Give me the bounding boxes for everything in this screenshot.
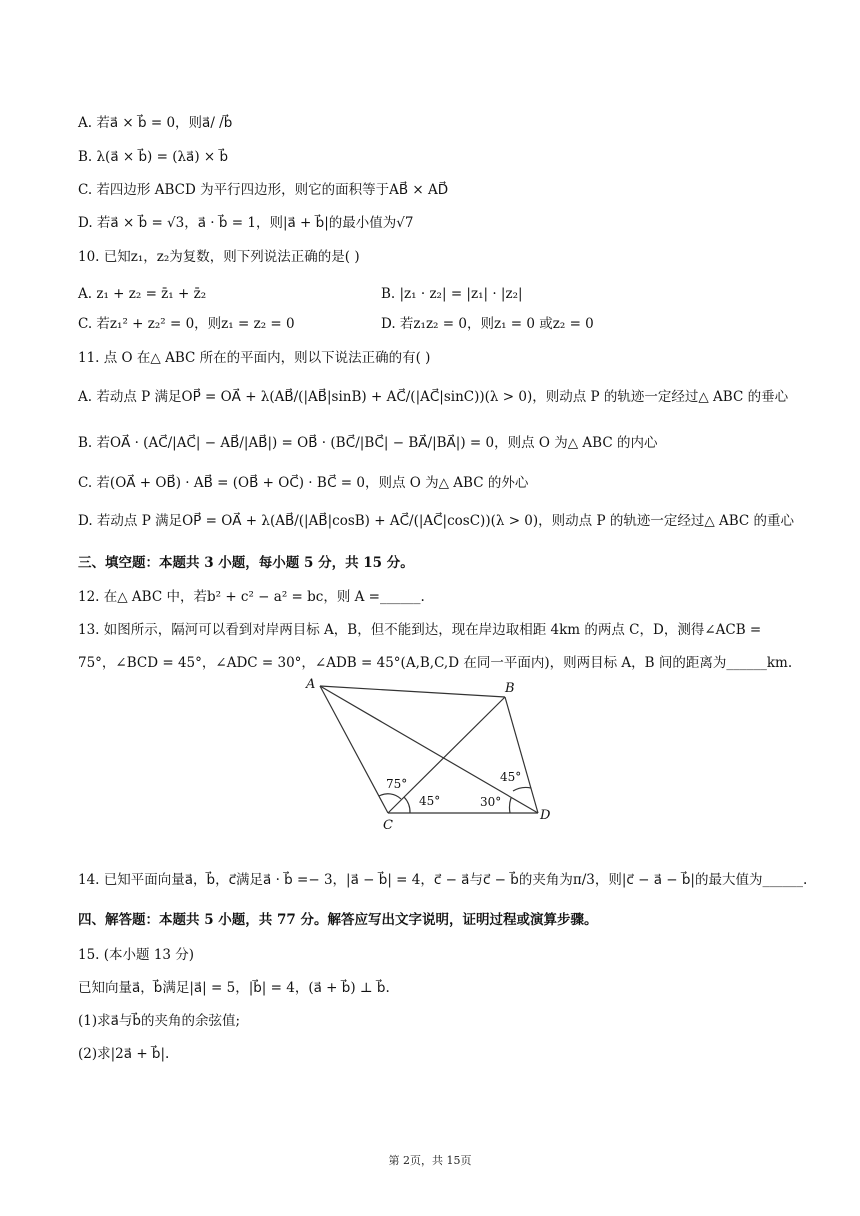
q10-option-a: A. z₁ + z₂ = z̄₁ + z̄₂	[78, 286, 207, 302]
q9-option-a: A. 若a⃗ × b⃗ = 0，则a⃗/ /b⃗	[78, 115, 233, 131]
q15-part-1: (1)求a⃗与b⃗的夹角的余弦值;	[78, 1013, 241, 1029]
q11-option-c: C. 若(OA⃗ + OB⃗) · AB⃗ = (OB⃗ + OC⃗) · BC⃗ = 0，则点 O 为△ ABC 的外心	[78, 475, 529, 491]
q15-header: 15. (本小题 13 分)	[78, 947, 195, 963]
angle-adb-label: 45°	[500, 770, 522, 784]
angle-acb-label: 75°	[386, 777, 408, 791]
q15-stem: 已知向量a⃗，b⃗满足|a⃗| = 5，|b⃗| = 4，(a⃗ + b⃗) ⊥ b⃗.	[78, 980, 390, 996]
q12: 12. 在△ ABC 中，若b² + c² − a² = bc，则 A =______.	[78, 589, 425, 605]
q11-option-d: D. 若动点 P 满足OP⃗ = OA⃗ + λ(AB⃗/(|AB⃗|cosB) + AC⃗/(|AC⃗|cosC))(λ > 0)，则动点 P 的轨迹一定经过△ ABC 的重心	[78, 513, 795, 529]
q10-option-c: C. 若z₁² + z₂² = 0，则z₁ = z₂ = 0	[78, 316, 295, 332]
angle-adc-label: 30°	[480, 795, 502, 809]
section-3-heading: 三、填空题：本题共 3 小题，每小题 5 分，共 15 分。	[78, 555, 414, 571]
q14: 14. 已知平面向量a⃗，b⃗，c⃗满足a⃗ · b⃗ =− 3，|a⃗ − b⃗| = 4，c⃗ − a⃗与c⃗ − b⃗的夹角为π/3，则|c⃗ − a⃗ − b⃗|的最大值为______.	[78, 872, 808, 888]
section-4-heading: 四、解答题：本题共 5 小题，共 77 分。解答应写出文字说明，证明过程或演算步骤。	[78, 912, 598, 928]
q11-option-b: B. 若OA⃗ · (AC⃗/|AC⃗| − AB⃗/|AB⃗|) = OB⃗ · (BC⃗/|BC⃗| − BA⃗/|BA⃗|) = 0，则点 O 为△ ABC 的内心	[78, 435, 658, 451]
q10-stem: 10. 已知z₁，z₂为复数，则下列说法正确的是( )	[78, 249, 360, 265]
point-c-label: C	[383, 818, 393, 832]
river-triangle-figure	[300, 672, 570, 832]
q10-option-b: B. |z₁ · z₂| = |z₁| · |z₂|	[381, 286, 523, 302]
point-a-label: A	[306, 677, 316, 692]
q10-option-d: D. 若z₁z₂ = 0，则z₁ = 0 或z₂ = 0	[381, 316, 594, 332]
q13-line-1: 13. 如图所示，隔河可以看到对岸两目标 A，B，但不能到达，现在岸边取相距 4km 的两点 C，D，测得∠ACB =	[78, 622, 762, 638]
point-b-label: B	[505, 681, 515, 696]
q11-stem: 11. 点 O 在△ ABC 所在的平面内，则以下说法正确的有( )	[78, 350, 431, 366]
point-d-label: D	[540, 808, 551, 823]
page-footer: 第 2页，共 15页	[388, 1154, 472, 1167]
q9-option-c: C. 若四边形 ABCD 为平行四边形，则它的面积等于AB⃗ × AD⃗	[78, 182, 449, 198]
q9-option-b: B. λ(a⃗ × b⃗) = (λa⃗) × b⃗	[78, 149, 229, 165]
angle-bcd-label: 45°	[419, 794, 441, 808]
q11-option-a: A. 若动点 P 满足OP⃗ = OA⃗ + λ(AB⃗/(|AB⃗|sinB) + AC⃗/(|AC⃗|sinC))(λ > 0)，则动点 P 的轨迹一定经过△ ABC 的垂心	[78, 389, 789, 405]
q15-part-2: (2)求|2a⃗ + b⃗|.	[78, 1046, 170, 1062]
q9-option-d: D. 若a⃗ × b⃗ = √3，a⃗ · b⃗ = 1，则|a⃗ + b⃗|的最小值为√7	[78, 215, 414, 231]
q13-line-2: 75°，∠BCD = 45°，∠ADC = 30°，∠ADB = 45°(A,B,C,D 在同一平面内)，则两目标 A，B 间的距离为______km.	[78, 655, 793, 671]
